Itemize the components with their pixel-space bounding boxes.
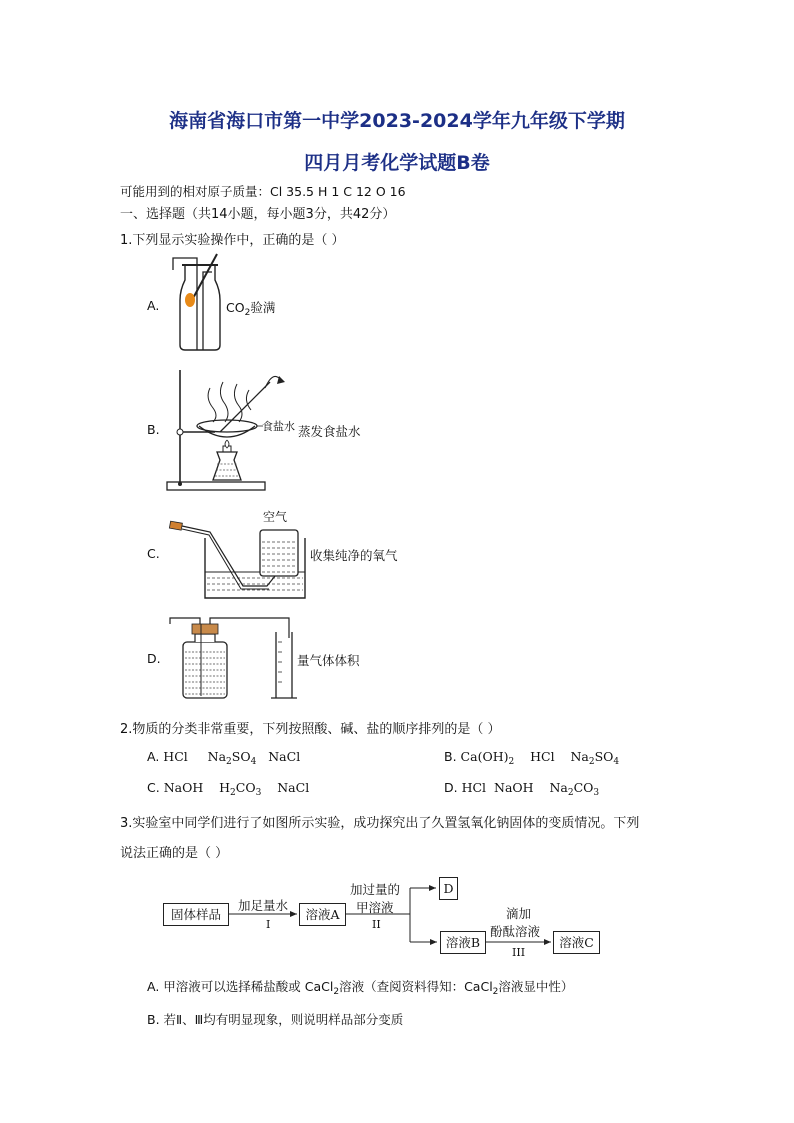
- title-line-2: 四月月考化学试题B卷: [304, 152, 490, 174]
- q1-option-a-caption: $CO_2$验满: [226, 300, 276, 318]
- q1-option-b-letter: B.: [147, 422, 160, 437]
- q1-option-b-caption: 蒸发食盐水: [298, 424, 361, 439]
- q2-option-b: B. $Ca(OH)_2$ HCl $Na_2SO_4$: [444, 749, 620, 767]
- flow-step1-number: I: [266, 918, 271, 931]
- flow-box-sample: 固体样品: [163, 903, 229, 926]
- flow-step3-number: III: [512, 946, 526, 959]
- salt-water-label: 食盐水: [262, 420, 295, 433]
- section-heading: 一、选择题（共14小题，每小题3分，共42分）: [120, 207, 396, 222]
- title-line-1: 海南省海口市第一中学2023-2024学年九年级下学期: [169, 110, 625, 132]
- flow-step3-label-2: 酚酞溶液: [490, 924, 541, 939]
- q1-option-d-caption: 量气体体积: [297, 653, 360, 668]
- air-label: 空气: [263, 510, 288, 524]
- flow-step2-number: II: [372, 918, 381, 931]
- question-3-stem-line-2: 说法正确的是（ ）: [120, 846, 229, 861]
- flow-box-solution-a: 溶液A: [299, 903, 346, 926]
- atomic-masses: 可能用到的相对原子质量：Cl 35.5 H 1 C 12 O 16: [120, 184, 406, 199]
- flow-box-d: D: [439, 877, 458, 900]
- flow-step2-label-2: 甲溶液: [356, 900, 394, 915]
- flow-step3-label-1: 滴加: [506, 906, 532, 921]
- q1-option-a-letter: A.: [147, 298, 160, 313]
- question-3-stem-line-1: 3.实验室中同学们进行了如图所示实验，成功探究出了久置氢氧化钠固体的变质情况。下列: [120, 816, 640, 831]
- q3-option-a: A. 甲溶液可以选择稀盐酸或 CaCl$_2$溶液（查阅资料得知：CaCl$_2$溶液显中性）: [147, 979, 574, 997]
- q3-option-b: B. 若Ⅱ、Ⅲ均有明显现象，则说明样品部分变质: [147, 1012, 404, 1027]
- q2-option-c: C. NaOH $H_2CO_3$ NaCl: [147, 780, 310, 798]
- q1-option-c-caption: 收集纯净的氧气: [310, 548, 398, 563]
- question-1-stem: 1.下列显示实验操作中，正确的是（ ）: [120, 233, 345, 248]
- flow-step1-label: 加足量水: [238, 898, 289, 913]
- q2-option-a: A. HCl $Na_2SO_4$ NaCl: [147, 749, 301, 767]
- q2-option-d: D. HCl NaOH $Na_2CO_3$: [444, 780, 600, 798]
- flow-step2-label-1: 加过量的: [350, 882, 401, 897]
- flow-box-solution-b: 溶液B: [440, 931, 486, 954]
- question-2-stem: 2.物质的分类非常重要，下列按照酸、碱、盐的顺序排列的是（ ）: [120, 722, 501, 737]
- q1-option-d-letter: D.: [147, 651, 161, 666]
- flow-box-solution-c: 溶液C: [553, 931, 600, 954]
- q1-option-c-letter: C.: [147, 546, 160, 561]
